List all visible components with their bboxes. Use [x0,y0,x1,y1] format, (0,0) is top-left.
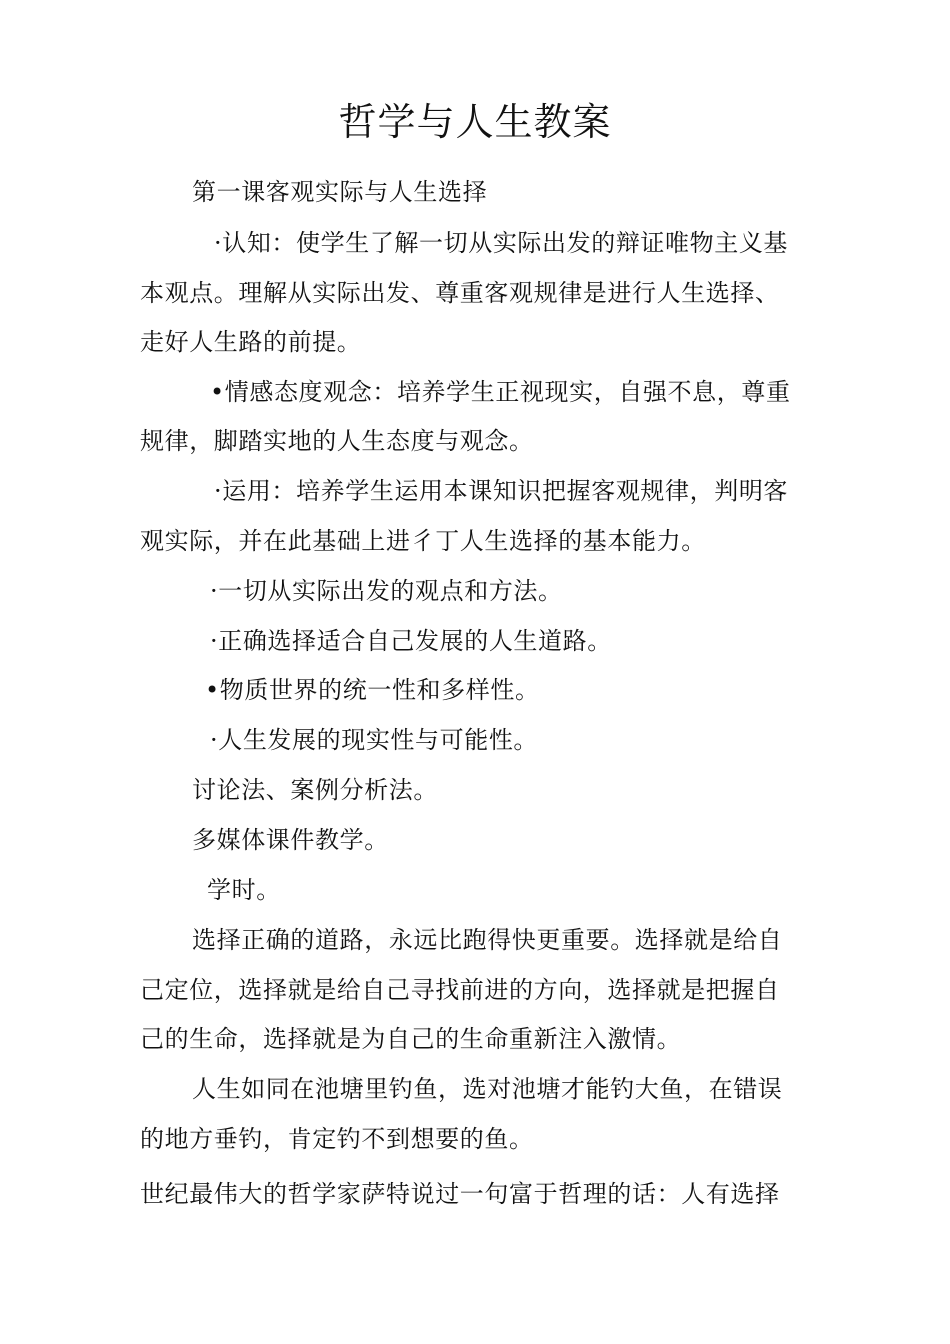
paragraph-line: 己定位，选择就是给自己寻找前进的方向，选择就是把握自 [140,976,780,1004]
paragraph-line: 走好人生路的前提。 [140,328,362,356]
paragraph-line: 选择正确的道路，永远比跑得快更重要。选择就是给自 [192,926,783,954]
paragraph-line: 世纪最伟大的哲学家萨特说过一句富于哲理的话：人有选择 [140,1180,780,1208]
paragraph-line: 的地方垂钓，肯定钓不到想要的鱼。 [140,1125,534,1153]
list-item: ·一切从实际出发的观点和方法。 [210,577,563,605]
paragraph-line: 人生如同在池塘里钓鱼，选对池塘才能钓大鱼，在错误 [192,1075,783,1103]
list-item: •物质世界的统一性和多样性。 [205,676,540,704]
paragraph-line: ·认知：使学生了解一切从实际出发的辩证唯物主义基 [214,229,789,257]
paragraph-line: ·运用：培养学生运用本课知识把握客观规律，判明客 [214,477,789,505]
lesson-heading: 第一课客观实际与人生选择 [192,178,488,206]
list-item: ·人生发展的现实性与可能性。 [210,726,539,754]
paragraph-line: 本观点。理解从实际出发、尊重客观规律是进行人生选择、 [140,279,780,307]
document-title: 哲学与人生教案 [338,100,612,144]
paragraph-line: 讨论法、案例分析法。 [192,776,438,804]
paragraph-line: 规律，脚踏实地的人生态度与观念。 [140,427,534,455]
paragraph-line: 多媒体课件教学。 [192,826,389,854]
paragraph-line: 观实际，并在此基础上进彳丁人生选择的基本能力。 [140,527,706,555]
list-item: ·正确选择适合自己发展的人生道路。 [210,627,612,655]
paragraph-line: 己的生命，选择就是为自己的生命重新注入激情。 [140,1025,682,1053]
paragraph-line: 学时。 [207,876,281,904]
paragraph-line: •情感态度观念：培养学生正视现实，自强不息，尊重 [210,378,791,406]
